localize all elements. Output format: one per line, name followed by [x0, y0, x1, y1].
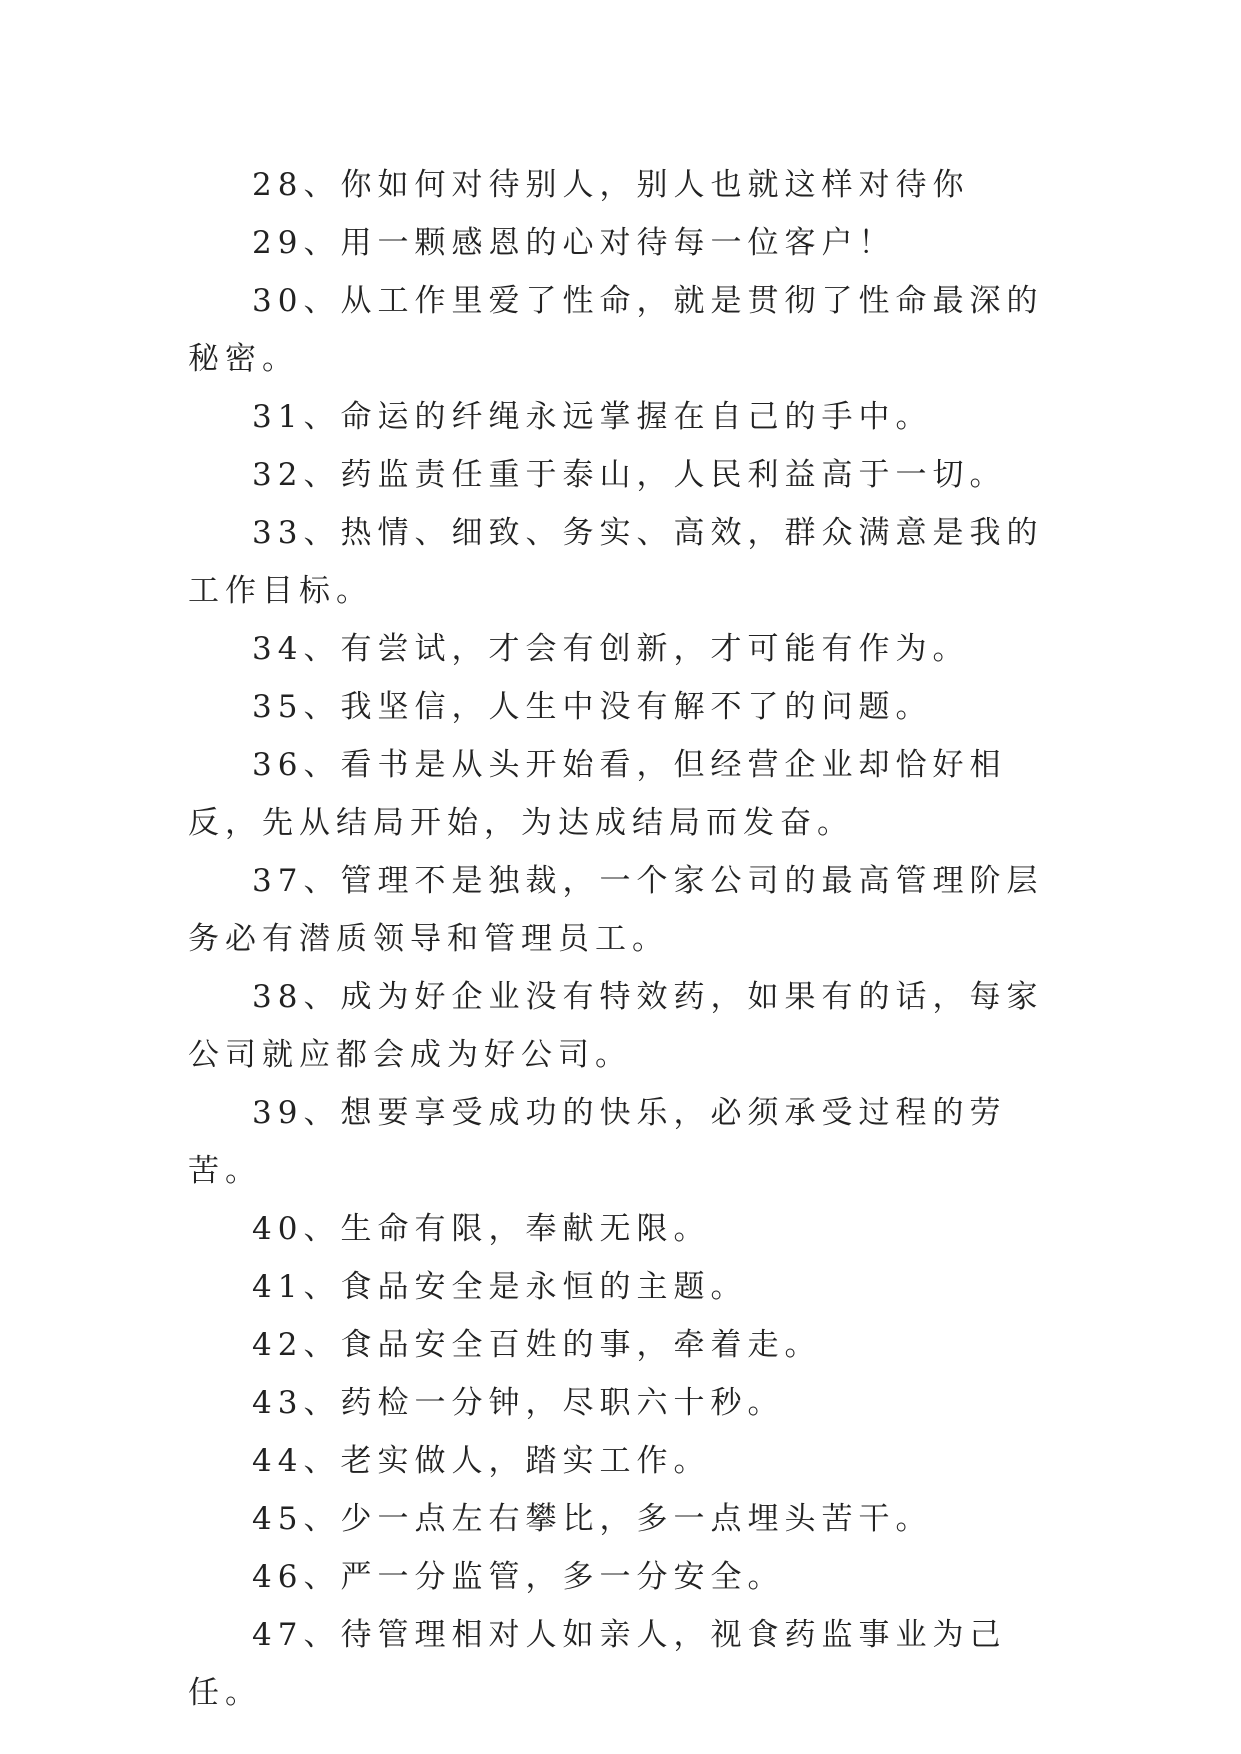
document-body	[188, 156, 1058, 1722]
paragraph-39: 39、想要享受成功的快乐，必须承受过程的劳苦。	[188, 1095, 1007, 1189]
paragraph-32: 32、药监责任重于泰山，人民利益高于一切。	[252, 457, 1007, 493]
paragraph-43: 43、药检一分钟，尽职六十秒。	[252, 1385, 785, 1421]
paragraph-34: 34、有尝试，才会有创新，才可能有作为。	[252, 631, 970, 667]
paragraph-45: 45、少一点左右攀比，多一点埋头苦干。	[252, 1501, 933, 1537]
paragraph-44: 44、老实做人，踏实工作。	[252, 1443, 711, 1479]
paragraph-37: 37、管理不是独裁，一个家公司的最高管理阶层务必有潜质领导和管理员工。	[188, 863, 1044, 957]
paragraph-41: 41、食品安全是永恒的主题。	[252, 1269, 748, 1305]
paragraph-40: 40、生命有限，奉献无限。	[252, 1211, 711, 1247]
paragraph-42: 42、食品安全百姓的事，牵着走。	[252, 1327, 822, 1363]
paragraph-30: 30、从工作里爱了性命，就是贯彻了性命最深的秘密。	[188, 283, 1044, 377]
paragraph-35: 35、我坚信，人生中没有解不了的问题。	[252, 689, 933, 725]
paragraph-28: 28、你如何对待别人，别人也就这样对待你	[252, 167, 970, 203]
paragraph-33: 33、热情、细致、务实、高效，群众满意是我的工作目标。	[188, 515, 1044, 609]
paragraph-46: 46、严一分监管，多一分安全。	[252, 1559, 785, 1595]
paragraph-47: 47、待管理相对人如亲人，视食药监事业为己任。	[188, 1617, 1007, 1711]
paragraph-38: 38、成为好企业没有特效药，如果有的话，每家公司就应都会成为好公司。	[188, 979, 1044, 1073]
paragraph-29: 29、用一颗感恩的心对待每一位客户！	[252, 225, 896, 261]
paragraph-31: 31、命运的纤绳永远掌握在自己的手中。	[252, 399, 933, 435]
paragraph-36: 36、看书是从头开始看，但经营企业却恰好相反，先从结局开始，为达成结局而发奋。	[188, 747, 1007, 841]
